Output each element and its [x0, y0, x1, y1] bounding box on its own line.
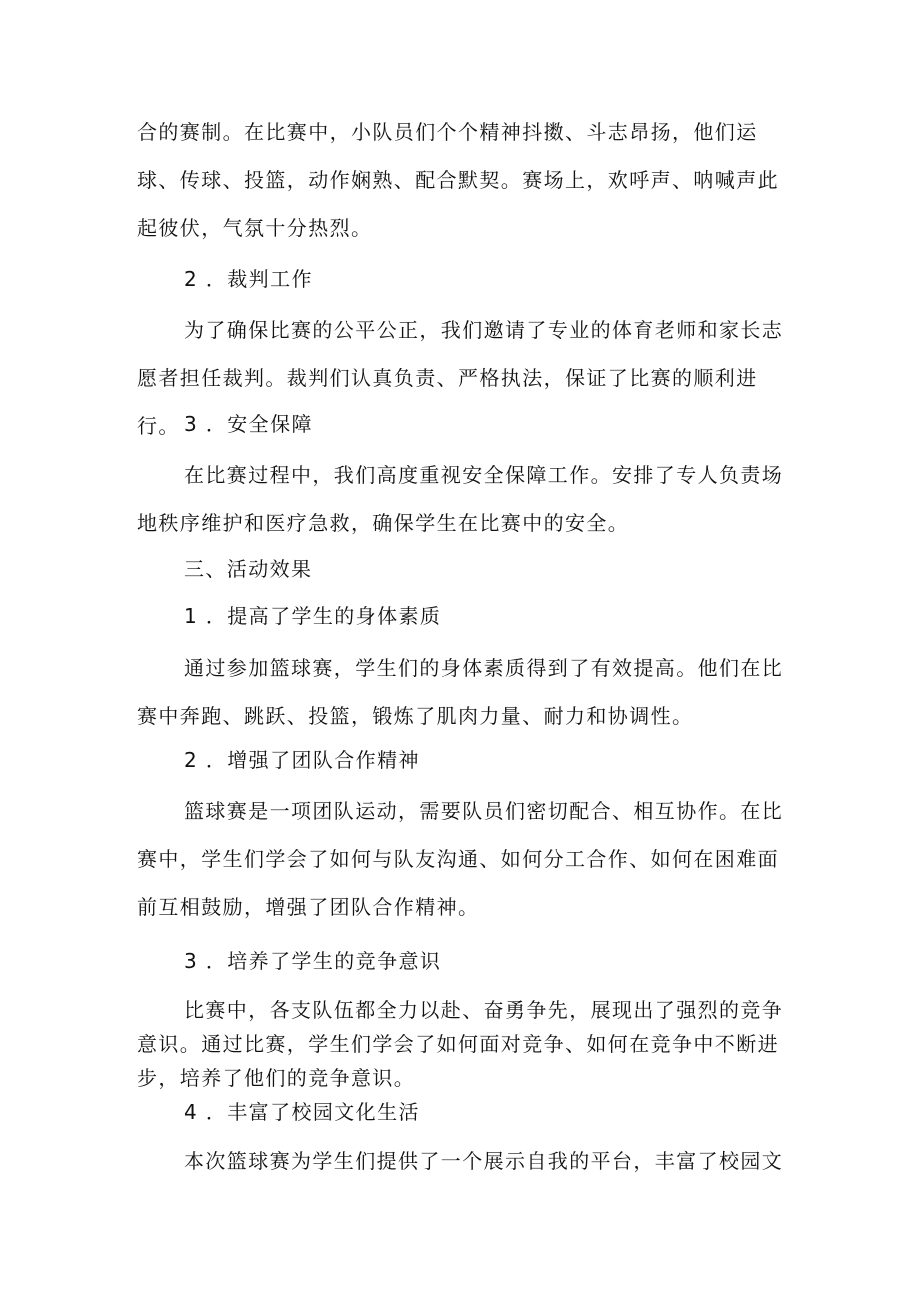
heading-safety: 3 ．安全保障: [184, 412, 313, 436]
heading-physical-fitness: 1 ．提高了学生的身体素质: [184, 604, 442, 628]
paragraph-competition-format: 合的赛制。在比赛中，小队员们个个精神抖擞、斗志昂扬，他们运球、传球、投篮，动作娴熟、配合默契。赛场上，欢呼声、呐喊声此起彼伏，气氛十分热烈。: [137, 120, 779, 240]
heading-teamwork: 2 ．增强了团队合作精神: [184, 748, 420, 772]
heading-campus-culture: 4 ．丰富了校园文化生活: [184, 1100, 420, 1124]
paragraph-referee-work: 为了确保比赛的公平公正，我们邀请了专业的体育老师和家长志愿者担任裁判。裁判们认真负责、严格执法，保证了比赛的顺利进行。: [137, 318, 784, 438]
heading-competition-awareness: 3 ．培养了学生的竞争意识: [184, 949, 442, 973]
heading-referee-work: 2 ．裁判工作: [184, 267, 313, 291]
paragraph-competition-awareness: 比赛中，各支队伍都全力以赴、奋勇争先，展现出了强烈的竞争意识。通过比赛，学生们学会了如何面对竞争、如何在竞争中不断进步，培养了他们的竞争意识。: [137, 998, 784, 1090]
section-heading-activity-results: 三、活动效果: [184, 557, 313, 581]
paragraph-safety: 在比赛过程中，我们高度重视安全保障工作。安排了专人负责场地秩序维护和医疗急救，确保学生在比赛中的安全。: [137, 463, 784, 535]
paragraph-physical-fitness: 通过参加篮球赛，学生们的身体素质得到了有效提高。他们在比赛中奔跑、跳跃、投篮，锻炼了肌肉力量、耐力和协调性。: [137, 656, 784, 728]
paragraph-teamwork: 篮球赛是一项团队运动，需要队员们密切配合、相互协作。在比赛中，学生们学会了如何与队友沟通、如何分工合作、如何在困难面前互相鼓励，增强了团队合作精神。: [137, 799, 784, 919]
paragraph-campus-culture: 本次篮球赛为学生们提供了一个展示自我的平台，丰富了校园文: [184, 1149, 784, 1173]
